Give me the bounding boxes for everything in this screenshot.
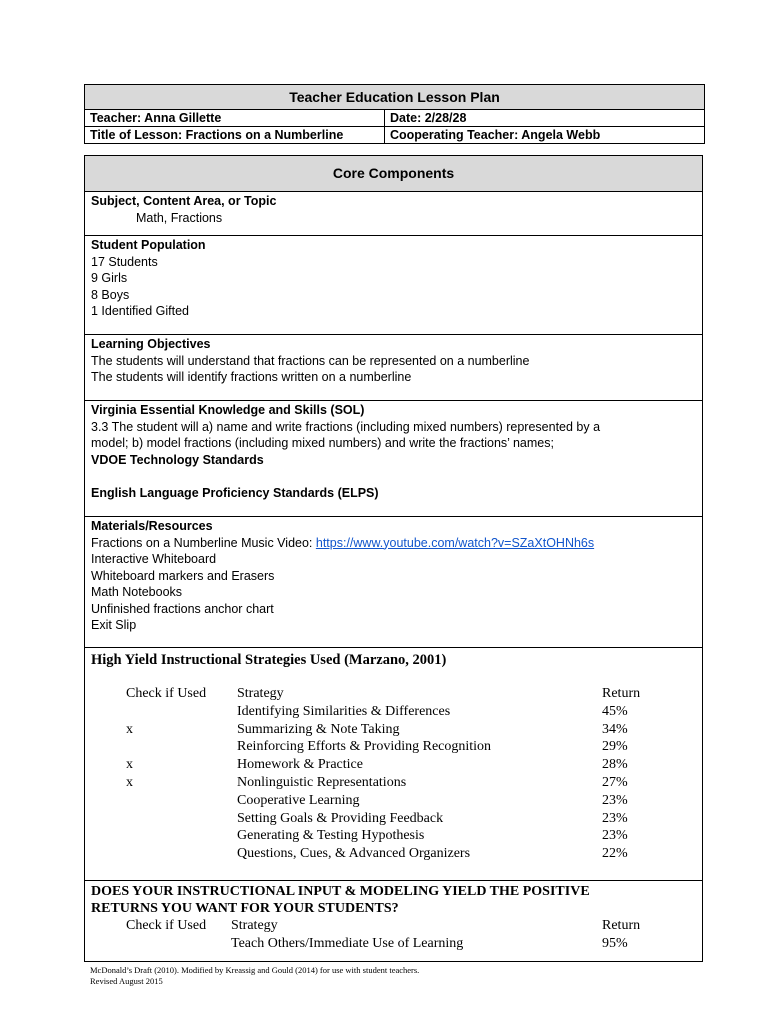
material-item: Whiteboard markers and Erasers [91,568,275,583]
strategy-check [126,810,237,828]
strategies-heading: High Yield Instructional Strategies Used (Marzano, 2001) [91,652,447,668]
strategy-return: 23% [602,792,628,808]
materials-section [85,516,702,647]
cooperating-teacher: Cooperating Teacher: Angela Webb [390,128,601,142]
col-check-header: Check if Used [126,918,207,933]
sol-label: Virginia Essential Knowledge and Skills (SOL) [91,403,365,417]
core-components-table [84,155,703,962]
subject-value: Math, Fractions [136,210,223,225]
strategy-check: x [126,721,133,737]
strategy-check [126,703,237,721]
strategy-check [126,738,237,756]
population-line: 1 Identified Gifted [91,304,189,318]
strategy-check: x [126,774,133,790]
strategy-return: 23% [602,828,628,844]
lesson-plan-title: Teacher Education Lesson Plan [85,85,704,110]
col-strategy-header: Strategy [237,686,284,701]
strategy-name: Homework & Practice [237,757,363,773]
teacher-name: Teacher: Anna Gillette [85,110,385,126]
strategies-table [91,685,696,863]
strategy-check [126,935,231,953]
objective-line: The students will understand that fractions can be represented on a numberline [91,353,530,368]
population-label: Student Population [91,238,206,252]
strategy-name: Generating & Testing Hypothesis [237,828,425,844]
strategy-return: 28% [602,757,628,773]
strategy-check [126,845,237,863]
strategy-name: Reinforcing Efforts & Providing Recognition [237,739,492,755]
population-section [85,235,702,334]
col-check-header: Check if Used [126,686,207,701]
strategy-check: x [126,757,133,773]
sol-section [85,400,702,516]
returns-table [91,917,696,953]
col-return-header: Return [602,686,641,701]
objectives-label: Learning Objectives [91,337,211,351]
core-components-title: Core Components [85,156,702,192]
population-line: 9 Girls [91,271,128,285]
video-line [91,535,696,552]
strategy-name: Questions, Cues, & Advanced Organizers [237,846,471,862]
population-line: 8 Boys [91,287,130,302]
sol-text-line: 3.3 The student will a) name and write fractions (including mixed numbers) represented by a [91,419,601,434]
strategy-return: 22% [602,846,628,862]
material-item: Exit Slip [91,618,137,632]
footer-credit: McDonald’s Draft (2010). Modified by Kreassig and Gould (2014) for use with student teachers. [90,965,420,975]
strategy-check [126,792,237,810]
strategy-name: Summarizing & Note Taking [237,721,400,737]
subject-section [85,192,702,235]
footer [90,965,419,987]
col-strategy-header: Strategy [231,918,278,933]
materials-label: Materials/Resources [91,519,213,533]
returns-heading-line: RETURNS YOU WANT FOR YOUR STUDENTS? [91,901,399,916]
strategy-name: Cooperative Learning [237,792,360,808]
lesson-plan-header-table [84,84,705,144]
strategy-name: Teach Others/Immediate Use of Learning [231,935,464,951]
strategy-name: Setting Goals & Providing Feedback [237,810,444,826]
footer-revised: Revised August 2015 [90,976,163,986]
returns-heading-line: DOES YOUR INSTRUCTIONAL INPUT & MODELING YIELD THE POSITIVE [91,884,590,899]
header-row-1 [85,110,704,126]
sol-text-line: model; b) model fractions (including mixed numbers) and write the fractions’ names; [91,436,554,450]
lesson-title: Title of Lesson: Fractions on a Numberline [85,127,385,143]
material-item: Interactive Whiteboard [91,552,217,566]
strategy-name: Nonlinguistic Representations [237,774,407,790]
lesson-date: Date: 2/28/28 [390,111,467,125]
strategy-return: 45% [602,703,628,719]
strategies-section [85,647,702,880]
strategy-return: 34% [602,721,628,737]
video-link[interactable]: https://www.youtube.com/watch?v=SZaXtOHNh6s [315,535,595,550]
material-item: Unfinished fractions anchor chart [91,601,274,616]
strategy-return: 27% [602,774,628,790]
population-line: 17 Students [91,254,158,269]
objectives-section [85,334,702,400]
strategy-return: 29% [602,739,628,755]
objective-line: The students will identify fractions written on a numberline [91,370,412,384]
tech-standards-label: VDOE Technology Standards [91,452,264,467]
header-row-2 [85,126,704,143]
elps-label: English Language Proficiency Standards (ELPS) [91,485,379,500]
strategy-name: Identifying Similarities & Differences [237,703,451,719]
strategy-return: 23% [602,810,628,826]
col-return-header: Return [602,918,641,933]
strategy-return: 95% [602,935,628,951]
material-item: Math Notebooks [91,585,183,599]
strategy-check [126,827,237,845]
returns-section [85,880,702,961]
video-prefix: Fractions on a Numberline Music Video: [91,535,316,550]
subject-label: Subject, Content Area, or Topic [91,194,277,208]
